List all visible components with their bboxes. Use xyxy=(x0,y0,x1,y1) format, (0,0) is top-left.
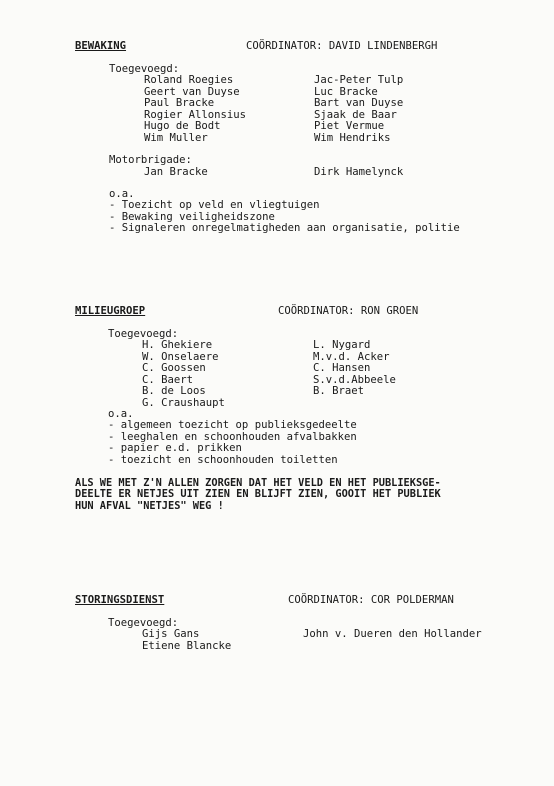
bewaking-member-left: Roland Roegies xyxy=(144,74,234,86)
bewaking-motorbrigade-right: Dirk Hamelynck xyxy=(314,166,404,178)
milieugroep-task: - algemeen toezicht op publieksgedeelte xyxy=(108,419,357,431)
bewaking-task: - Toezicht op veld en vliegtuigen xyxy=(109,199,320,211)
milieugroep-coordinator: COÖRDINATOR: RON GROEN xyxy=(278,305,419,317)
milieugroep-task: - leeghalen en schoonhouden afvalbakken xyxy=(108,431,357,443)
milieugroep-member-left: C. Baert xyxy=(142,374,194,386)
storingsdienst-title: STORINGSDIENST xyxy=(75,594,165,606)
bewaking-member-left: Geert van Duyse xyxy=(144,86,240,98)
bewaking-task: - Bewaking veiligheidszone xyxy=(109,211,275,223)
milieugroep-member-right: S.v.d.Abbeele xyxy=(313,374,396,386)
milieugroep-member-left: H. Ghekiere xyxy=(142,339,213,351)
bewaking-member-right: Sjaak de Baar xyxy=(314,109,397,121)
storingsdienst-member-left: Gijs Gans xyxy=(142,628,200,640)
bewaking-task: - Signaleren onregelmatigheden aan organisatie, politie xyxy=(109,222,460,234)
storingsdienst-coordinator: COÖRDINATOR: COR POLDERMAN xyxy=(288,594,454,606)
storingsdienst-member-right: John v. Dueren den Hollander xyxy=(303,628,482,640)
milieugroep-member-left: W. Onselaere xyxy=(142,351,219,363)
bewaking-motorbrigade-label: Motorbrigade: xyxy=(109,154,192,166)
storingsdienst-toegevoegd-label: Toegevoegd: xyxy=(108,617,179,629)
bewaking-oa-label: o.a. xyxy=(109,188,135,200)
bewaking-member-right: Wim Hendriks xyxy=(314,132,391,144)
bewaking-member-right: Bart van Duyse xyxy=(314,97,404,109)
milieugroep-task: - papier e.d. prikken xyxy=(108,442,242,454)
bewaking-member-right: Jac-Peter Tulp xyxy=(314,74,404,86)
milieugroep-member-right: B. Braet xyxy=(313,385,365,397)
bewaking-member-left: Paul Bracke xyxy=(144,97,215,109)
bewaking-motorbrigade-left: Jan Bracke xyxy=(144,166,208,178)
bewaking-title: BEWAKING xyxy=(75,40,127,52)
milieugroep-title: MILIEUGROEP xyxy=(75,305,146,317)
milieugroep-member-right: C. Hansen xyxy=(313,362,371,374)
bewaking-member-left: Wim Muller xyxy=(144,132,208,144)
milieugroep-member-left: B. de Loos xyxy=(142,385,206,397)
milieugroep-toegevoegd-label: Toegevoegd: xyxy=(108,328,179,340)
notice-line: ALS WE MET Z'N ALLEN ZORGEN DAT HET VELD EN HET PUBLIEKSGE- xyxy=(75,477,441,489)
milieugroep-member-right: L. Nygard xyxy=(313,339,371,351)
bewaking-member-left: Rogier Allonsius xyxy=(144,109,247,121)
bewaking-member-right: Luc Bracke xyxy=(314,86,378,98)
milieugroep-task: - toezicht en schoonhouden toiletten xyxy=(108,454,338,466)
bewaking-member-left: Hugo de Bodt xyxy=(144,120,221,132)
milieugroep-member-right: M.v.d. Acker xyxy=(313,351,390,363)
milieugroep-member-left: C. Goossen xyxy=(142,362,206,374)
notice-line: HUN AFVAL "NETJES" WEG ! xyxy=(75,500,224,512)
milieugroep-oa-label: o.a. xyxy=(108,408,134,420)
notice-line: DEELTE ER NETJES UIT ZIEN EN BLIJFT ZIEN, GOOIT HET PUBLIEK xyxy=(75,488,441,500)
milieugroep-member-left: G. Craushaupt xyxy=(142,397,225,409)
bewaking-toegevoegd-label: Toegevoegd: xyxy=(109,63,180,75)
bewaking-member-right: Piet Vermue xyxy=(314,120,385,132)
storingsdienst-member-left: Etiene Blancke xyxy=(142,640,232,652)
bewaking-coordinator: COÖRDINATOR: DAVID LINDENBERGH xyxy=(246,40,438,52)
